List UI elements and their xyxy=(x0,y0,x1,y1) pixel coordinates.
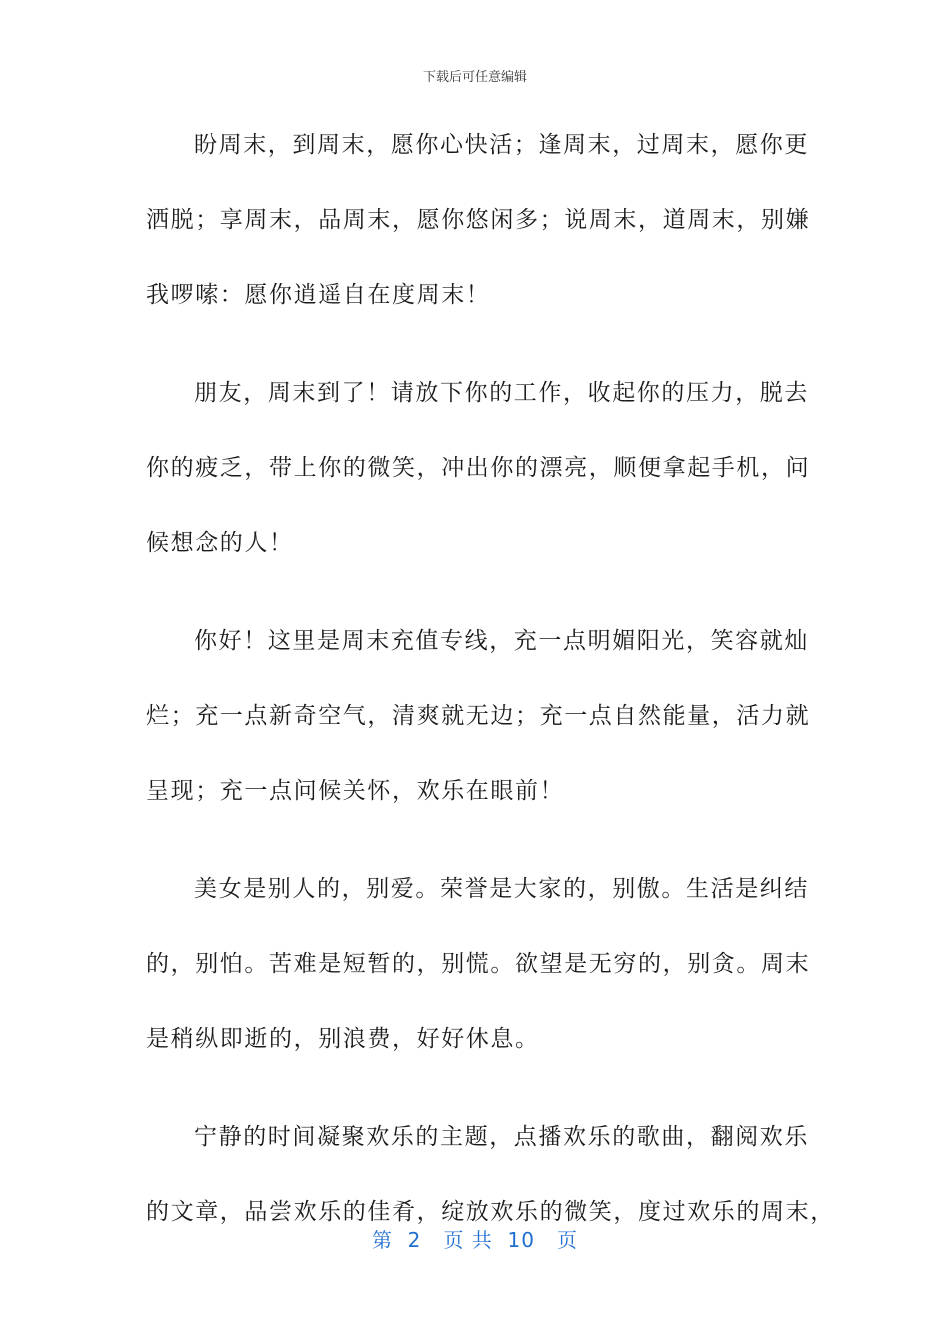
paragraph-2 xyxy=(146,367,811,592)
text-line: 烂；充一点新奇空气，清爽就无边；充一点自然能量，活力就 xyxy=(146,703,811,729)
text-line: 呈现；充一点问候关怀，欢乐在眼前！ xyxy=(146,778,565,804)
text-line: 朋友，周末到了！请放下你的工作，收起你的压力，脱去 xyxy=(194,380,809,406)
text-line: 的文章，品尝欢乐的佳肴，绽放欢乐的微笑，度过欢乐的周末， xyxy=(146,1199,835,1225)
header-note: 下载后可任意编辑 xyxy=(422,70,527,85)
text-line: 盼周末，到周末，愿你心快活；逢周末，过周末，愿你更 xyxy=(194,132,809,158)
text-line: 我啰嗦：愿你逍遥自在度周末！ xyxy=(146,282,491,308)
paragraph-1 xyxy=(146,119,811,344)
text-line: 的，别怕。苦难是短暂的，别慌。欲望是无穷的，别贪。周末 xyxy=(146,951,811,977)
text-line: 宁静的时间凝聚欢乐的主题，点播欢乐的歌曲，翻阅欢乐 xyxy=(194,1124,809,1150)
text-line: 美女是别人的，别爱。荣誉是大家的，别傲。生活是纠结 xyxy=(194,876,809,902)
document-body xyxy=(146,119,835,1284)
text-line: 你好！这里是周末充值专线，充一点明媚阳光，笑容就灿 xyxy=(194,628,809,654)
text-line: 候想念的人！ xyxy=(146,530,294,556)
text-line: 洒脱；享周末，品周末，愿你悠闲多；说周末，道周末，别嫌 xyxy=(146,207,811,233)
paragraph-3 xyxy=(146,615,811,840)
text-line: 你的疲乏，带上你的微笑，冲出你的漂亮，顺便拿起手机，问 xyxy=(146,455,811,481)
text-line: 是稍纵即逝的，别浪费，好好休息。 xyxy=(146,1026,540,1052)
page-number-footer xyxy=(0,1224,950,1253)
paragraph-4 xyxy=(146,863,811,1088)
page-number-label: 第 2 页 共 10 页 xyxy=(371,1228,579,1252)
